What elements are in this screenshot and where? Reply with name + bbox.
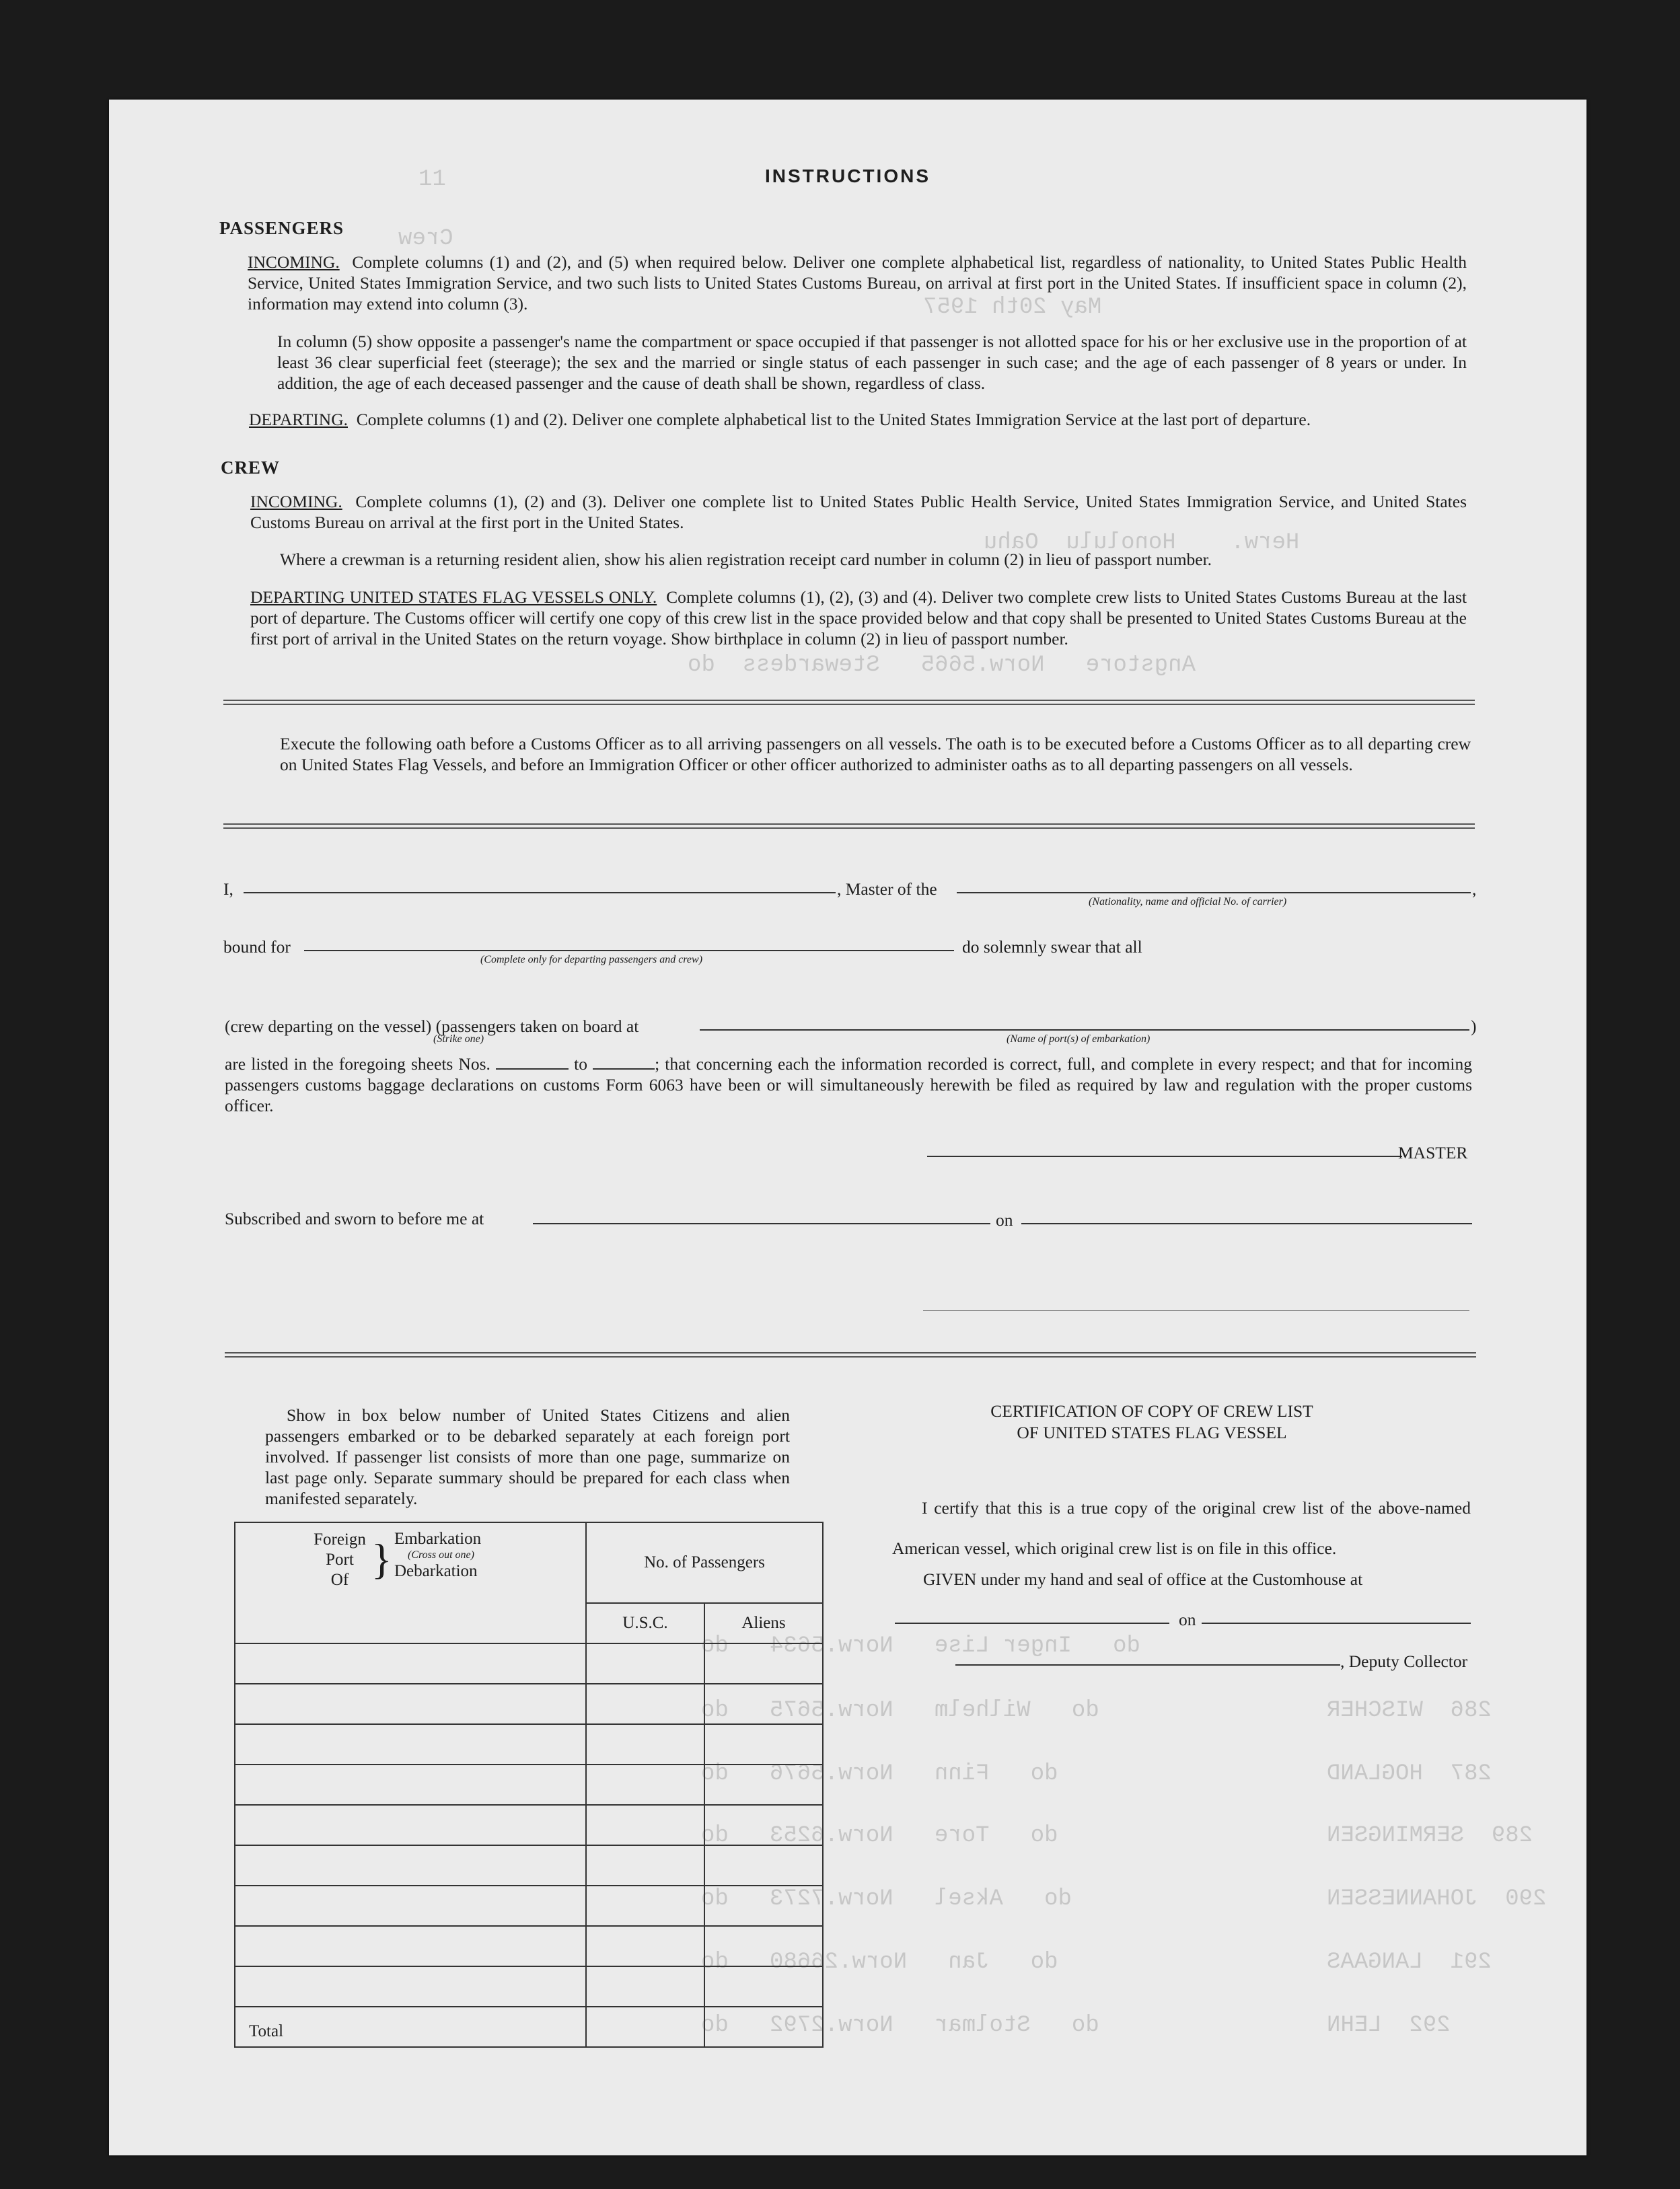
passengers-departing-label: DEPARTING. — [249, 410, 348, 429]
document-page — [109, 100, 1586, 2155]
oath-crew-departing: (crew departing on the vessel) (passengers taken on board at — [225, 1016, 639, 1036]
port-label: Port — [326, 1551, 354, 1569]
oath-instruction: Execute the following oath before a Customs Officer as to all arriving passengers on all vessels. The oath is to be executed before a Customs Officer as to all departing crew on United States Flag Vessels, and before an Immigration Officer or other officer authorized to administer oaths as to all departing passengers on all vessels. — [280, 734, 1471, 774]
sheet-from-field[interactable] — [496, 1056, 569, 1070]
usc-cell[interactable] — [586, 1805, 704, 1845]
aliens-cell[interactable] — [704, 1765, 823, 1805]
aliens-total-cell[interactable] — [704, 2007, 823, 2047]
bleedthrough-row: 287 HOGLAND — [1327, 1761, 1492, 1787]
total-label-cell — [235, 2007, 586, 2047]
passengers-incoming-label: INCOMING. — [248, 252, 340, 272]
aliens-cell[interactable] — [704, 1886, 823, 1926]
divider — [223, 823, 1475, 829]
bleedthrough-crew: Crew — [398, 226, 453, 252]
aliens-cell[interactable] — [704, 1724, 823, 1765]
total-label: Total — [249, 2022, 284, 2040]
bleedthrough-line: Herw. Honolulu Oahu — [984, 530, 1300, 556]
customhouse-field[interactable] — [895, 1623, 1169, 1624]
deputy-collector-label: , Deputy Collector — [1340, 1652, 1468, 1671]
oath-listed — [225, 1053, 1472, 1116]
usc-cell[interactable] — [586, 1724, 704, 1765]
aliens-cell[interactable] — [704, 1805, 823, 1845]
certification-on-label: on — [1179, 1610, 1196, 1629]
usc-cell[interactable] — [586, 1926, 704, 1966]
usc-cell[interactable] — [586, 1886, 704, 1926]
usc-header: U.S.C. — [586, 1603, 704, 1643]
bleedthrough-row: 292 LEHN — [1327, 2013, 1451, 2038]
port-hint: (Name of port(s) of embarkation) — [1007, 1033, 1151, 1045]
oath-listed-text: ; that concerning each the information recorded is correct, full, and complete in every respect; and that for incoming passengers customs baggage declarations on customs Form 6063 have been or will simultaneously herewith be filed as required by law and regulation with the proper customs officer. — [225, 1054, 1473, 1115]
cross-out-hint: (Cross out one) — [408, 1549, 474, 1561]
aliens-cell[interactable] — [704, 1845, 823, 1886]
subscribed-label: Subscribed and sworn to before me at — [225, 1209, 484, 1228]
usc-cell[interactable] — [586, 1845, 704, 1886]
bleedthrough-row: do Jan Norw.26680 do — [701, 1950, 1058, 1975]
usc-cell[interactable] — [586, 1684, 704, 1724]
given-text: GIVEN under my hand and seal of office at the Customhouse at — [923, 1569, 1363, 1589]
bleedthrough-row: do Finn Norw.5676 do — [701, 1761, 1058, 1787]
certification-text: I certify that this is a true copy of the original crew list of the above-named American vessel, which original crew list is on file in this office. — [892, 1498, 1471, 1558]
bleedthrough-row: 290 JOHANNESSEN — [1327, 1886, 1547, 1912]
certification-date-field[interactable] — [1202, 1623, 1471, 1624]
embarkation-label: Embarkation — [394, 1530, 482, 1548]
bleedthrough-line: Angstore Norw.5665 Stewardess do — [688, 653, 1196, 678]
bleedthrough-row: 286 WISCHER — [1327, 1698, 1492, 1723]
port-cell[interactable] — [235, 1886, 586, 1926]
divider — [223, 700, 1475, 705]
oath-comma: , — [1472, 879, 1477, 899]
oath-swear: do solemnly swear that all — [962, 937, 1142, 957]
officer-signature-field[interactable] — [923, 1310, 1469, 1311]
bleedthrough-row: 289 SERMINGSEN — [1327, 1823, 1533, 1849]
aliens-cell[interactable] — [704, 1643, 823, 1684]
sworn-date-field[interactable] — [1021, 1223, 1472, 1224]
summary-instruction: Show in box below number of United States Citizens and alien passengers embarked or to be debarked separately at each foreign port involved. If passenger list consists of more than one page, summarize on last page only. Separate summary should be prepared for each class when manifested separately. — [265, 1405, 790, 1508]
aliens-cell[interactable] — [704, 1966, 823, 2007]
passengers-incoming — [248, 252, 1467, 314]
passengers-heading: PASSENGERS — [219, 218, 344, 238]
aliens-cell[interactable] — [704, 1926, 823, 1966]
debarkation-label: Debarkation — [394, 1562, 478, 1580]
carrier-field[interactable] — [957, 892, 1471, 893]
passengers-departing — [249, 409, 1468, 430]
bleedthrough-row: do Aksel Norw.7273 do — [701, 1886, 1072, 1912]
port-cell[interactable] — [235, 1643, 586, 1684]
page-title: INSTRUCTIONS — [765, 165, 930, 186]
brace-icon: } — [371, 1535, 392, 1583]
bleedthrough-row: do Stolmar Norw.2792 do — [701, 2013, 1099, 2038]
port-header-cell — [235, 1522, 586, 1643]
bleedthrough-row: do Wilhelm Norw.5675 do — [701, 1698, 1099, 1723]
oath-close-paren: ) — [1471, 1016, 1477, 1036]
sheet-to-field[interactable] — [593, 1056, 655, 1070]
master-name-field[interactable] — [244, 892, 836, 893]
bound-for-field[interactable] — [304, 950, 954, 951]
bleedthrough-date: May 20th 1957 — [923, 295, 1102, 320]
oath-bound-for: bound for — [223, 937, 291, 957]
crew-departing-text: Complete columns (1), (2), (3) and (4). Deliver two complete crew lists to United States Customs Bureau at the last port of departure. The Customs officer will certify one copy of this crew list in the space provided below and that copy shall be presented to United States Customs Bureau at the first port of arrival in the United States on the return voyage. Show birthplace in column (2) in lieu of passport number. — [250, 587, 1467, 648]
carrier-hint: (Nationality, name and official No. of carrier) — [1089, 896, 1287, 907]
oath-i-label: I, — [223, 879, 233, 899]
aliens-header: Aliens — [704, 1603, 823, 1643]
bleedthrough-row: 291 LANGAAS — [1327, 1950, 1492, 1975]
deputy-signature-field[interactable] — [955, 1664, 1340, 1666]
sworn-place-field[interactable] — [533, 1223, 990, 1224]
sworn-on-label: on — [996, 1210, 1013, 1230]
oath-to: to — [574, 1054, 587, 1074]
certification-title — [923, 1401, 1381, 1444]
foreign-label: Foreign — [314, 1530, 366, 1549]
oath-listed-prefix: are listed in the foregoing sheets Nos. — [225, 1054, 490, 1074]
port-cell[interactable] — [235, 1966, 586, 2007]
bound-hint: (Complete only for departing passengers and crew) — [480, 954, 703, 965]
certification-title-line1: CERTIFICATION OF COPY OF CREW LIST — [990, 1401, 1313, 1421]
master-label: MASTER — [1398, 1143, 1468, 1162]
passengers-column5: In column (5) show opposite a passenger's name the compartment or space occupied if that passenger is not allotted space for his or her exclusive use in the proportion of at least 36 clear superficial feet (steerage); the sex and the married or single status of each passenger in such case; and the age of each passenger of 8 years or under. In addition, the age of each deceased passenger and the cause of death shall be shown, regardless of class. — [277, 332, 1467, 393]
crew-departing — [250, 587, 1467, 649]
certification-title-line2: OF UNITED STATES FLAG VESSEL — [1017, 1423, 1287, 1442]
passengers-departing-text: Complete columns (1) and (2). Deliver one complete alphabetical list to the United States Immigration Service at the last port of departure. — [356, 410, 1311, 429]
of-label: Of — [330, 1571, 349, 1589]
crew-incoming-label: INCOMING. — [250, 492, 342, 511]
crew-incoming — [250, 491, 1467, 533]
port-cell[interactable] — [235, 1724, 586, 1765]
passengers-incoming-text: Complete columns (1) and (2), and (5) when required below. Deliver one complete alphabetical list, regardless of nationality, to United States Public Health Service, United States Immigration Service, and two such lists to United States Customs Bureau, on arrival at first port in the United States. If insufficient space in column (2), information may extend into column (3). — [248, 252, 1467, 313]
embarkation-port-field[interactable] — [700, 1029, 1469, 1031]
oath-master-of: , Master of the — [837, 879, 937, 899]
master-signature-field[interactable] — [927, 1156, 1402, 1157]
passenger-summary-table — [234, 1522, 824, 2048]
port-cell[interactable] — [235, 1845, 586, 1886]
crew-resident: Where a crewman is a returning resident alien, show his alien registration receipt card number in column (2) in lieu of passport number. — [280, 550, 1212, 569]
usc-cell[interactable] — [586, 1765, 704, 1805]
port-cell[interactable] — [235, 1684, 586, 1724]
usc-cell[interactable] — [586, 1643, 704, 1684]
bleedthrough-row: do Inger Lise Norw.5634 do — [701, 1633, 1140, 1659]
crew-incoming-text: Complete columns (1), (2) and (3). Deliver one complete list to United States Public Health Service, United States Immigration Service, and United States Customs Bureau on arrival at the first port in the United States. — [250, 492, 1467, 532]
port-cell[interactable] — [235, 1765, 586, 1805]
crew-departing-label: DEPARTING UNITED STATES FLAG VESSELS ONLY. — [250, 587, 657, 607]
bleedthrough-page-no: 11 — [418, 167, 446, 192]
port-cell[interactable] — [235, 1926, 586, 1966]
usc-cell[interactable] — [586, 1966, 704, 2007]
bleedthrough-row: do Tore Norw.6253 do — [701, 1823, 1058, 1849]
usc-total-cell[interactable] — [586, 2007, 704, 2047]
crew-heading: CREW — [221, 457, 281, 478]
divider — [225, 1352, 1476, 1358]
aliens-cell[interactable] — [704, 1684, 823, 1724]
strike-one-hint: (Strike one) — [433, 1033, 484, 1045]
no-of-passengers-header: No. of Passengers — [586, 1522, 823, 1603]
port-cell[interactable] — [235, 1805, 586, 1845]
